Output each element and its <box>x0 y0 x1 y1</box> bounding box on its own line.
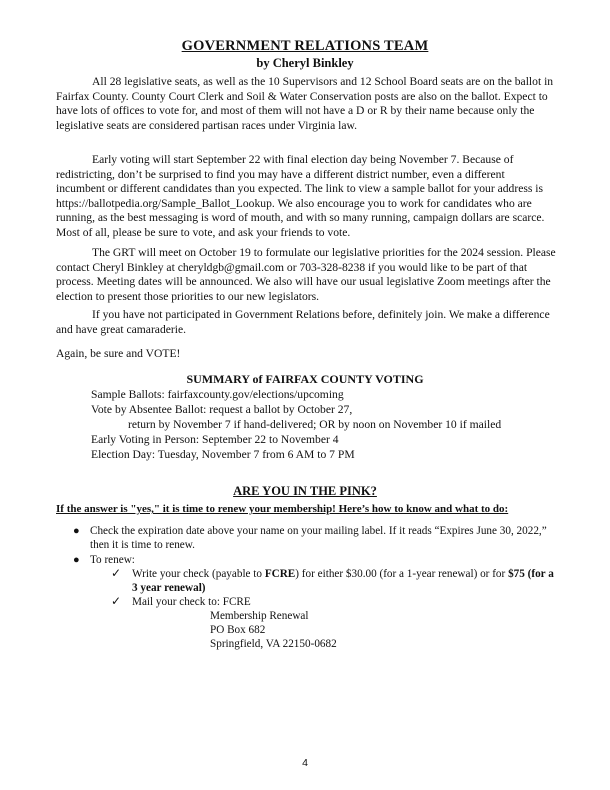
summary-absentee-return: return by November 7 if hand-delivered; OR by noon on November 10 if mailed <box>128 418 502 431</box>
address-line: Springfield, VA 22150-0682 <box>210 638 337 650</box>
paragraph-join: If you have not participated in Government Relations before, definitely join. We make a difference and have great camaraderie. <box>56 308 550 336</box>
summary-absentee: Vote by Absentee Ballot: request a ballot by October 27, <box>91 403 353 416</box>
checkmark-icon: ✓ <box>111 566 122 580</box>
section-title: GOVERNMENT RELATIONS TEAM <box>181 38 429 54</box>
closing-line: Again, be sure and VOTE! <box>56 347 181 360</box>
paragraph-grt-meeting: The GRT will meet on October 19 to formulate our legislative priorities for the 2024 session. Please contact Cheryl Binkley at cheryldgb@gmail.com or 703-328-8238 if you would like to be part of that process. Meeting dates will be announced. We also will have our usual legislative Zoom meetings after the election to present those priorities to our new legislators. <box>56 246 556 303</box>
paragraph-early-voting: Early voting will start September 22 with final election day being November 7. Because of redistricting, don’t be surprised to find you may have a different district number, even a different incumbent or different candidates than you expected. The link to view a sample ballot for your address is https://ballotpedia.org/Sample_Ballot_Lookup. We also encourage you to work for candidates who are running, as the best messaging is word of mouth, and with so many running, campaign dollars are scarce. Most of all, please be sure to vote, and ask your friends to vote. <box>56 153 545 239</box>
address-line: PO Box 682 <box>210 624 266 636</box>
renewal-write-check: Write your check (payable to FCRE) for either $30.00 (for a 1-year renewal) or for $75 (for a 3 year renewal) <box>132 568 554 594</box>
pink-subheading: If the answer is "yes," it is time to renew your membership! Here’s how to know and what to do: <box>56 503 509 515</box>
bullet-icon: ● <box>73 525 80 537</box>
renewal-how: To renew: <box>90 554 135 566</box>
summary-sample-ballots: Sample Ballots: fairfaxcounty.gov/elections/upcoming <box>91 388 344 401</box>
summary-early-voting: Early Voting in Person: September 22 to November 4 <box>91 433 339 446</box>
renewal-check-date: Check the expiration date above your name on your mailing label. If it reads “Expires June 30, 2022,” then it is time to renew. <box>90 525 547 551</box>
address-line: Membership Renewal <box>210 610 309 622</box>
checkmark-icon: ✓ <box>111 594 122 608</box>
bullet-icon: ● <box>73 554 80 566</box>
author-byline: by Cheryl Binkley <box>256 56 354 70</box>
summary-heading: SUMMARY of FAIRFAX COUNTY VOTING <box>186 372 424 386</box>
renewal-mail-to: Mail your check to: FCRE <box>132 596 251 608</box>
paragraph-ballot-seats: All 28 legislative seats, as well as the 10 Supervisors and 12 School Board seats are on the ballot in Fairfax County. County Court Clerk and Soil & Water Conservation posts are also on the ballot. Expect to have lots of offices to vote for, and most of them will not have a D or R by their name because only the legislative seats are considered partisan races under Virginia law. <box>56 75 554 132</box>
page-number: 4 <box>302 757 308 769</box>
summary-election-day: Election Day: Tuesday, November 7 from 6 AM to 7 PM <box>91 448 355 461</box>
pink-heading: ARE YOU IN THE PINK? <box>233 484 377 498</box>
